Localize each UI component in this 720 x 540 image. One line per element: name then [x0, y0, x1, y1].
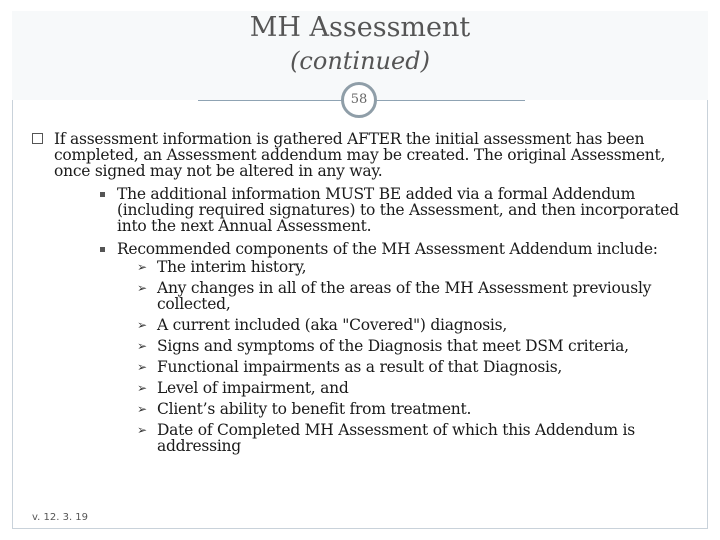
arrow-bullet-icon: ➢ — [137, 260, 147, 274]
component-item — [32, 401, 702, 417]
arrow-bullet-icon: ➢ — [137, 281, 147, 295]
component-item — [32, 422, 702, 454]
component-text: Client’s ability to benefit from treatment. — [157, 400, 472, 418]
component-text: Functional impairments as a result of that Diagnosis, — [157, 358, 563, 376]
component-text: Date of Completed MH Assessment of which this Addendum is addressing — [157, 421, 635, 455]
small-square-bullet-icon — [100, 247, 105, 252]
small-square-bullet-icon — [100, 192, 105, 197]
component-text: Any changes in all of the areas of the MH Assessment previously collected, — [157, 279, 652, 313]
component-item — [32, 338, 702, 354]
component-text: Signs and symptoms of the Diagnosis that meet DSM criteria, — [157, 337, 629, 355]
component-text: The interim history, — [157, 258, 307, 276]
square-bullet-icon — [32, 133, 43, 144]
slide-body — [32, 131, 702, 454]
arrow-bullet-icon: ➢ — [137, 318, 147, 332]
component-item — [32, 317, 702, 333]
arrow-bullet-icon: ➢ — [137, 339, 147, 353]
component-item — [32, 259, 702, 275]
arrow-bullet-icon: ➢ — [137, 360, 147, 374]
component-item — [32, 359, 702, 375]
slide-subtitle: (continued) — [290, 47, 430, 75]
slide-number-badge: 58 — [341, 82, 377, 118]
sub-bullet-text: The additional information MUST BE added via a formal Addendum (including required signatures) to the Assessment, and then incorporated into the next Annual Assessment. — [117, 185, 679, 235]
arrow-bullet-icon: ➢ — [137, 381, 147, 395]
slide-title: MH Assessment — [249, 12, 471, 43]
main-bullet-text: If assessment information is gathered AFTER the initial assessment has been completed, an Assessment addendum may be created. The original Assessment, once signed may not be altered in any way. — [54, 130, 666, 180]
sub-bullet-text: Recommended components of the MH Assessment Addendum include: — [117, 240, 658, 258]
main-bullet — [32, 131, 702, 179]
component-text: A current included (aka "Covered") diagnosis, — [157, 316, 508, 334]
component-item — [32, 280, 702, 312]
sub-bullet — [32, 186, 702, 234]
arrow-bullet-icon: ➢ — [137, 423, 147, 437]
component-text: Level of impairment, and — [157, 379, 349, 397]
version-label: v. 12. 3. 19 — [32, 512, 89, 523]
arrow-bullet-icon: ➢ — [137, 402, 147, 416]
component-item — [32, 380, 702, 396]
sub-bullet — [32, 241, 702, 257]
